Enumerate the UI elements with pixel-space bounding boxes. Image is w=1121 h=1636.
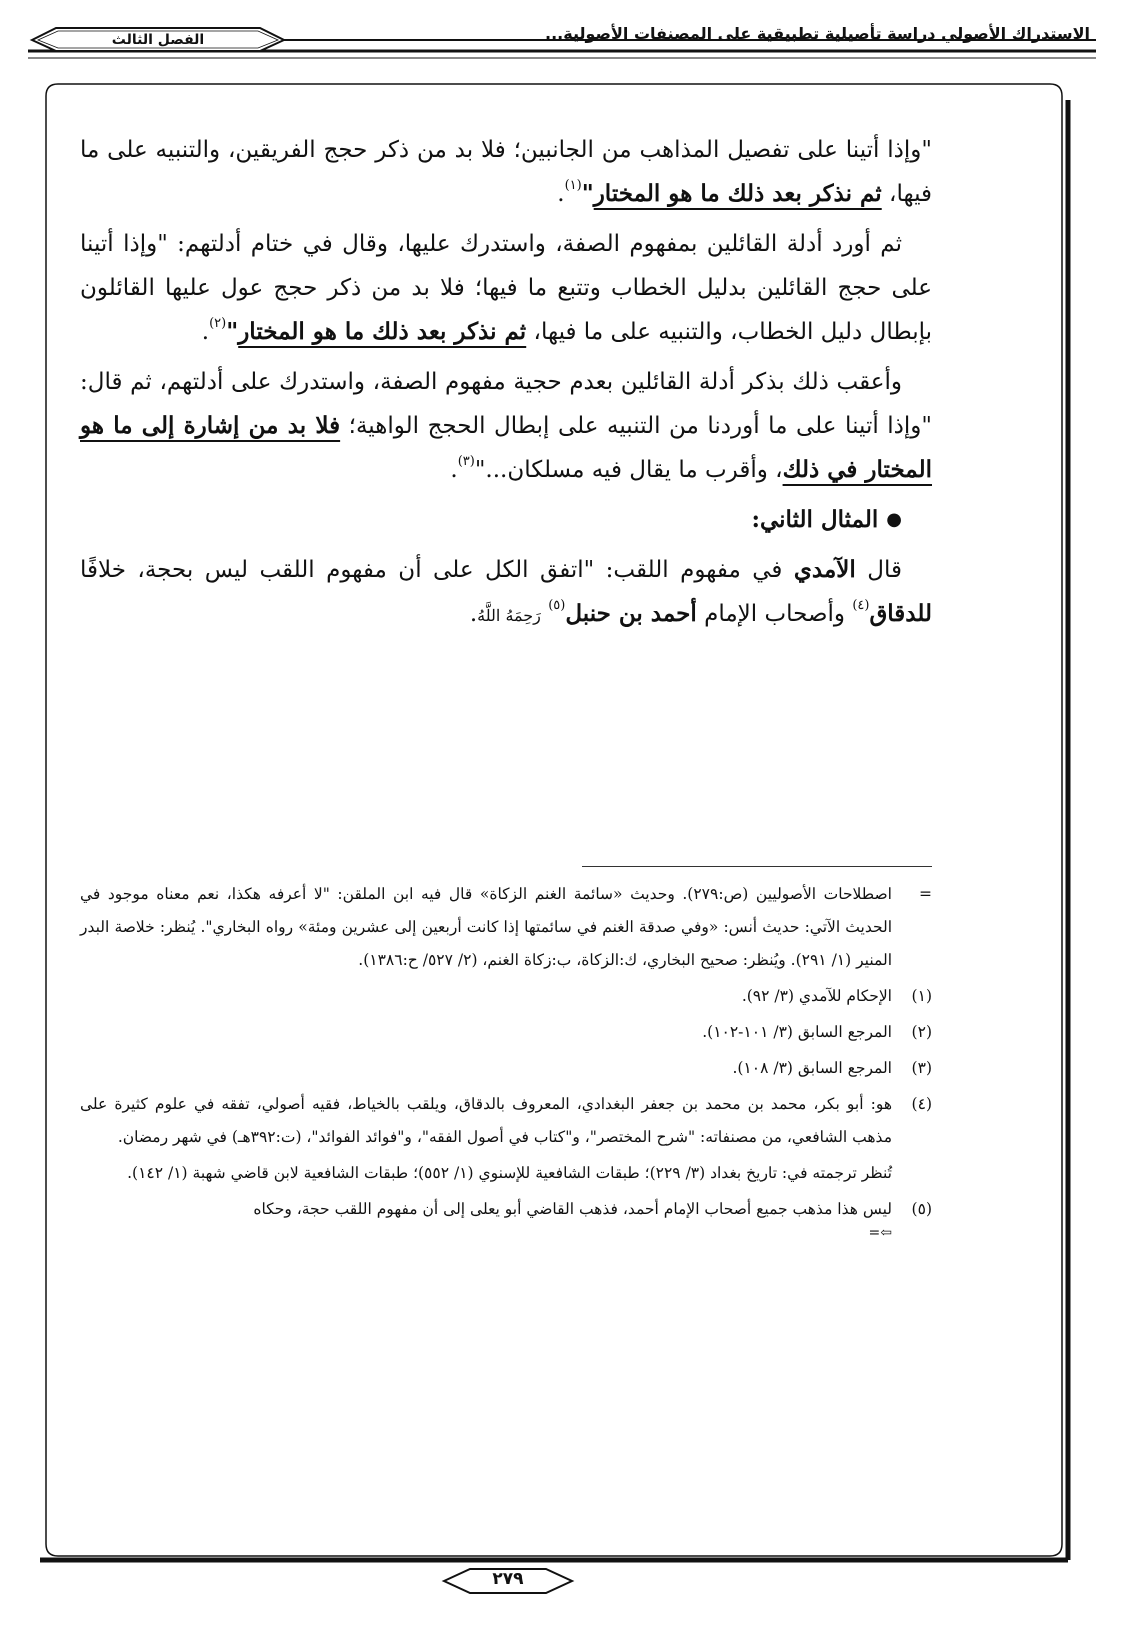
name-daqqaq: للدقاق [869,600,932,627]
main-text [80,128,932,638]
continuation-arrow-icon: ⇦= [868,1225,892,1241]
footnote-ref-4: (٤) [852,598,870,613]
footnote-4: (٤) هو: أبو بكر، محمد بن محمد بن جعفر البغدادي، المعروف بالدقاق، ويلقب بالخياط، فقيه أصولي، تفقه في علوم كثيرة على مذهب الشافعي، من مصنفاته: "شرح المختصر"، و"كتاب في أصول الفقه"، و"فوائد الفوائد"، (ت:٣٩٢هـ) في شهر رمضان. [80,1095,932,1146]
footnote-ref-5: (٥) [548,598,566,613]
footnote-4-sources: تُنظر ترجمته في: تاريخ بغداد (٣/ ٢٢٩)؛ طبقات الشافعية للإسنوي (١/ ٥٥٢)؛ طبقات الشافعية لابن قاضي شهبة (١/ ١٤٢). [127,1164,892,1182]
footnote-5: (٥) ليس هذا مذهب جميع أصحاب الإمام أحمد، فذهب القاضي أبو يعلى إلى أن مفهوم اللقب حجة، وحكاه ⇦= [80,1193,932,1240]
honorific: رَحِمَهُ اللَّهُ [477,606,541,625]
name-amidi: الآمدي [793,556,856,583]
footnote-ref-2: (٢) [209,316,227,331]
name-ahmad: أحمد بن حنبل [565,600,697,627]
emphasis-1: ثم نذكر بعد ذلك ما هو المختار [593,180,882,207]
emphasis-2: ثم نذكر بعد ذلك ما هو المختار [238,318,527,345]
bullet-icon: ● [886,509,902,530]
footnote-continuation: = اصطلاحات الأصوليين (ص:٢٧٩). وحديث «سائمة الغنم الزكاة» قال فيه ابن الملقن: "لا أعرفه هكذا، نعم معناه موجود في الحديث الآتي: حديث أنس: «وفي صدقة الغنم في سائمتها إذا كانت أربعين إلى عشرين ومئة» رواه البخاري". يُنظر: خلاصة البدر المنير (١/ ٢٩١). ويُنظر: صحيح البخاري، ك:الزكاة، ب:زكاة الغنم، (٢/ ٥٢٧/ ح:١٣٨٦). [80,885,932,969]
footnote-3: (٣) المرجع السابق (٣/ ١٠٨). [732,1059,932,1077]
paragraph-3: وأعقب ذلك بذكر أدلة القائلين بعدم حجية مفهوم الصفة، واستدرك على أدلتهم، ثم قال: "وإذا أتينا على ما أوردنا من التنبيه على إبطال الحجج الواهية؛ فلا بد من إشارة إلى ما هو المختار في ذلك، وأقرب ما يقال فيه مسلكان..."$^{(٣)}$. [80,369,932,483]
example-heading: ●المثال الثاني: [751,506,902,533]
chapter-label: الفصل الثالث [111,32,205,48]
footnote-2: (٢) المرجع السابق (٣/ ١٠١-١٠٢). [702,1023,932,1041]
book-title: الاستدراك الأصولي دراسة تأصيلية تطبيقية على المصنفات الأصولية... [545,24,1090,43]
emphasis-3: فلا بد من إشارة إلى ما هو المختار في ذلك [80,412,932,483]
footnotes [80,878,932,1243]
paragraph-2: ثم أورد أدلة القائلين بمفهوم الصفة، واستدرك عليها، وقال في ختام أدلتهم: "وإذا أتينا على حجج القائلين بدليل الخطاب وتتبع ما فيها؛ فلا بد من ذكر حجج عول عليها القائلون بإبطال دليل الخطاب، والتنبيه على ما فيها، ثم نذكر بعد ذلك ما هو المختار"$^{(٢)}$. [80,231,932,345]
footnote-1: (١) الإحكام للآمدي (٣/ ٩٢). [741,987,932,1005]
paragraph-1: "وإذا أتينا على تفصيل المذاهب من الجانبين؛ فلا بد من ذكر حجج الفريقين، والتنبيه على ما فيها، ثم نذكر بعد ذلك ما هو المختار"$^{(١)}$. [80,137,932,207]
running-header [28,18,1096,68]
footnote-ref-1: (١) [564,178,582,193]
footnote-ref-3: (٣) [457,454,475,469]
page-number: ٢٧٩ [492,1569,524,1589]
footnote-separator [582,866,932,867]
paragraph-4: قال الآمدي في مفهوم اللقب: "اتفق الكل على أن مفهوم اللقب ليس بحجة، خلافًا للدقاق$^{(٤)}$ وأصحاب الإمام أحمد بن حنبل$^{(٥)}$ رَحِمَهُ اللَّهُ. [80,556,932,627]
